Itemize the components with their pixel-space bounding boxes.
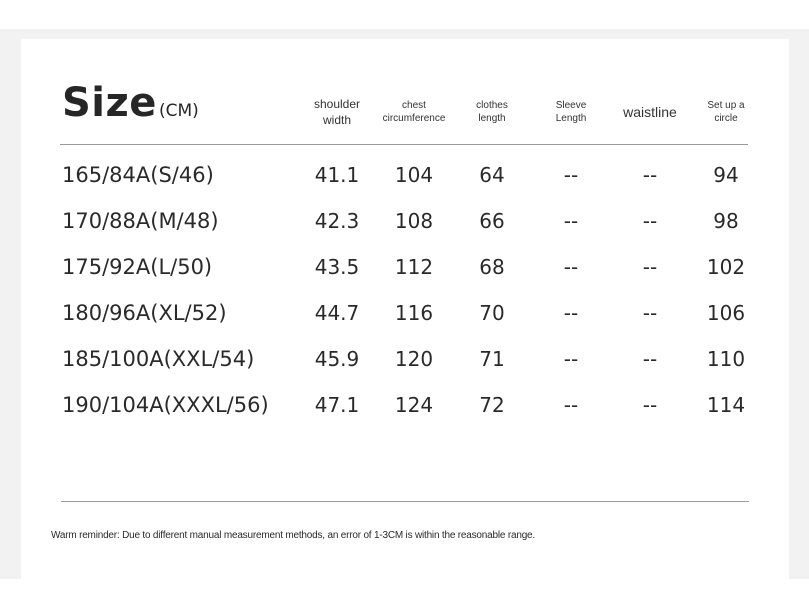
size-label: 170/88A(M/48) — [62, 209, 219, 233]
cell-length: 72 — [479, 393, 505, 417]
cell-waist: -- — [642, 255, 658, 279]
cell-shoulder: 45.9 — [314, 347, 360, 371]
title-main: Size — [62, 80, 157, 126]
cell-sleeve: -- — [563, 209, 579, 233]
cell-length: 68 — [479, 255, 505, 279]
cell-chest: 112 — [394, 255, 434, 279]
cell-sleeve: -- — [563, 393, 579, 417]
cell-sleeve: -- — [563, 255, 579, 279]
size-label: 165/84A(S/46) — [62, 163, 214, 187]
cell-shoulder: 41.1 — [314, 163, 360, 187]
cell-waist: -- — [642, 163, 658, 187]
cell-waist: -- — [642, 209, 658, 233]
table-row — [0, 252, 809, 282]
cell-length: 66 — [479, 209, 505, 233]
cell-setup: 114 — [706, 393, 746, 417]
cell-sleeve: -- — [563, 301, 579, 325]
footer-divider — [61, 501, 749, 502]
cell-setup: 106 — [706, 301, 746, 325]
cell-length: 71 — [479, 347, 505, 371]
cell-length: 70 — [479, 301, 505, 325]
table-row — [0, 160, 809, 190]
header-sleeve: Sleeve Length — [555, 99, 587, 124]
chart-title — [62, 80, 199, 126]
size-label: 190/104A(XXXL/56) — [62, 393, 269, 417]
header-setup: Set up a circle — [707, 99, 745, 124]
cell-shoulder: 47.1 — [314, 393, 360, 417]
cell-chest: 104 — [394, 163, 434, 187]
header-chest: chest circumference — [382, 99, 446, 124]
cell-shoulder: 43.5 — [314, 255, 360, 279]
cell-length: 64 — [479, 163, 505, 187]
size-label: 175/92A(L/50) — [62, 255, 213, 279]
cell-sleeve: -- — [563, 347, 579, 371]
header-shoulder: shoulder width — [313, 96, 361, 127]
cell-setup: 110 — [706, 347, 746, 371]
header-waist: waistline — [623, 103, 677, 120]
size-label: 185/100A(XXL/54) — [62, 347, 255, 371]
cell-waist: -- — [642, 301, 658, 325]
cell-waist: -- — [642, 347, 658, 371]
table-row — [0, 206, 809, 236]
title-unit: (CM) — [158, 101, 199, 121]
cell-chest: 120 — [394, 347, 434, 371]
table-row — [0, 298, 809, 328]
table-row — [0, 344, 809, 374]
cell-chest: 116 — [394, 301, 434, 325]
cell-setup: 98 — [713, 209, 739, 233]
cell-setup: 102 — [706, 255, 746, 279]
table-row — [0, 390, 809, 420]
header-length: clothes length — [476, 99, 508, 124]
cell-sleeve: -- — [563, 163, 579, 187]
header-divider — [60, 144, 748, 145]
warm-reminder: Warm reminder: Due to different manual measurement methods, an error of 1-3CM is within the reasonable range. — [51, 530, 535, 541]
cell-chest: 124 — [394, 393, 434, 417]
cell-waist: -- — [642, 393, 658, 417]
cell-setup: 94 — [713, 163, 739, 187]
cell-shoulder: 42.3 — [314, 209, 360, 233]
cell-shoulder: 44.7 — [314, 301, 360, 325]
size-label: 180/96A(XL/52) — [62, 301, 227, 325]
cell-chest: 108 — [394, 209, 434, 233]
